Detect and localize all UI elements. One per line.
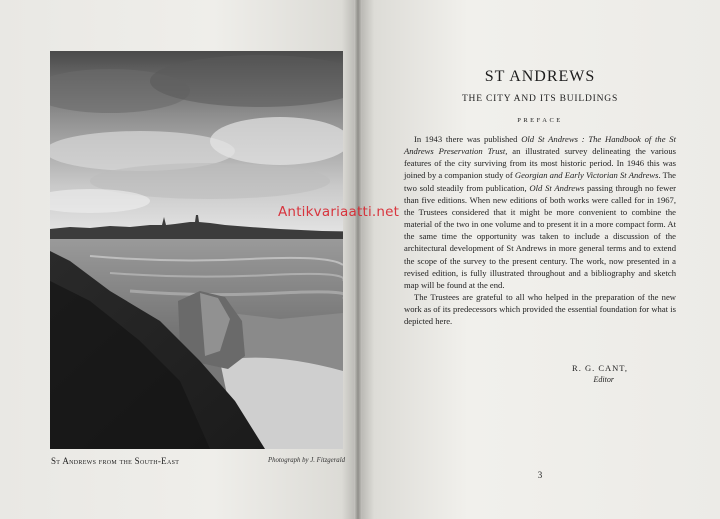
editor-name: R. G. CANT, (572, 363, 628, 373)
paragraph-text: passing through no fewer than five editions. When new editions of both works were called for in 1967, the Trustees considered that it might be more convenient to combine the material of the two in one volume and to present it in a more compact form. At the same time the opportunity was taken to include a discussion of the architectural development of St Andrews in more general terms and to extend the scope of the survey to the present century. The work, now presented in a revised edition, is fully illustrated throughout and a bibliography and sketch map will be found at the end. (404, 182, 676, 290)
paragraph-text: In 1943 there was published (414, 134, 522, 144)
watermark-text: Antikvariaatti.net (278, 204, 400, 220)
photo-caption (51, 456, 231, 466)
editor-role: Editor (593, 375, 614, 384)
page-number: 3 (537, 470, 543, 480)
page-title: ST ANDREWS (484, 68, 596, 85)
paragraph-text: , an illustrated survey delineating the various features of the city surviving from its most historic period. In 1946 this was joined by a companion study of (404, 146, 676, 181)
book-gutter (354, 0, 362, 519)
preface-body (404, 133, 676, 328)
preface-paragraph (404, 133, 676, 291)
paragraph-text: The Trustees are grateful to all who helped in the preparation of the new work as of its predecessors which provided the essential foundation for what is depicted here. (404, 292, 676, 327)
italic-title: Georgian and Early Victorian St Andrews (514, 170, 659, 181)
italic-title: Old St Andrews (529, 182, 585, 193)
paragraph-text: . The two sold steadily from publication, (404, 170, 676, 193)
preface-heading: PREFACE (517, 117, 563, 124)
preface-paragraph (404, 291, 676, 327)
italic-title: Old St Andrews : The Handbook of the St Andrews Preservation Trust (404, 134, 676, 157)
coastline-photograph (50, 51, 343, 449)
page-subtitle: THE CITY AND ITS BUILDINGS (461, 94, 619, 104)
photo-caption-text: St Andrews from the South-East (51, 456, 180, 466)
photo-credit: Photograph by J. Fitzgerald (267, 457, 345, 464)
